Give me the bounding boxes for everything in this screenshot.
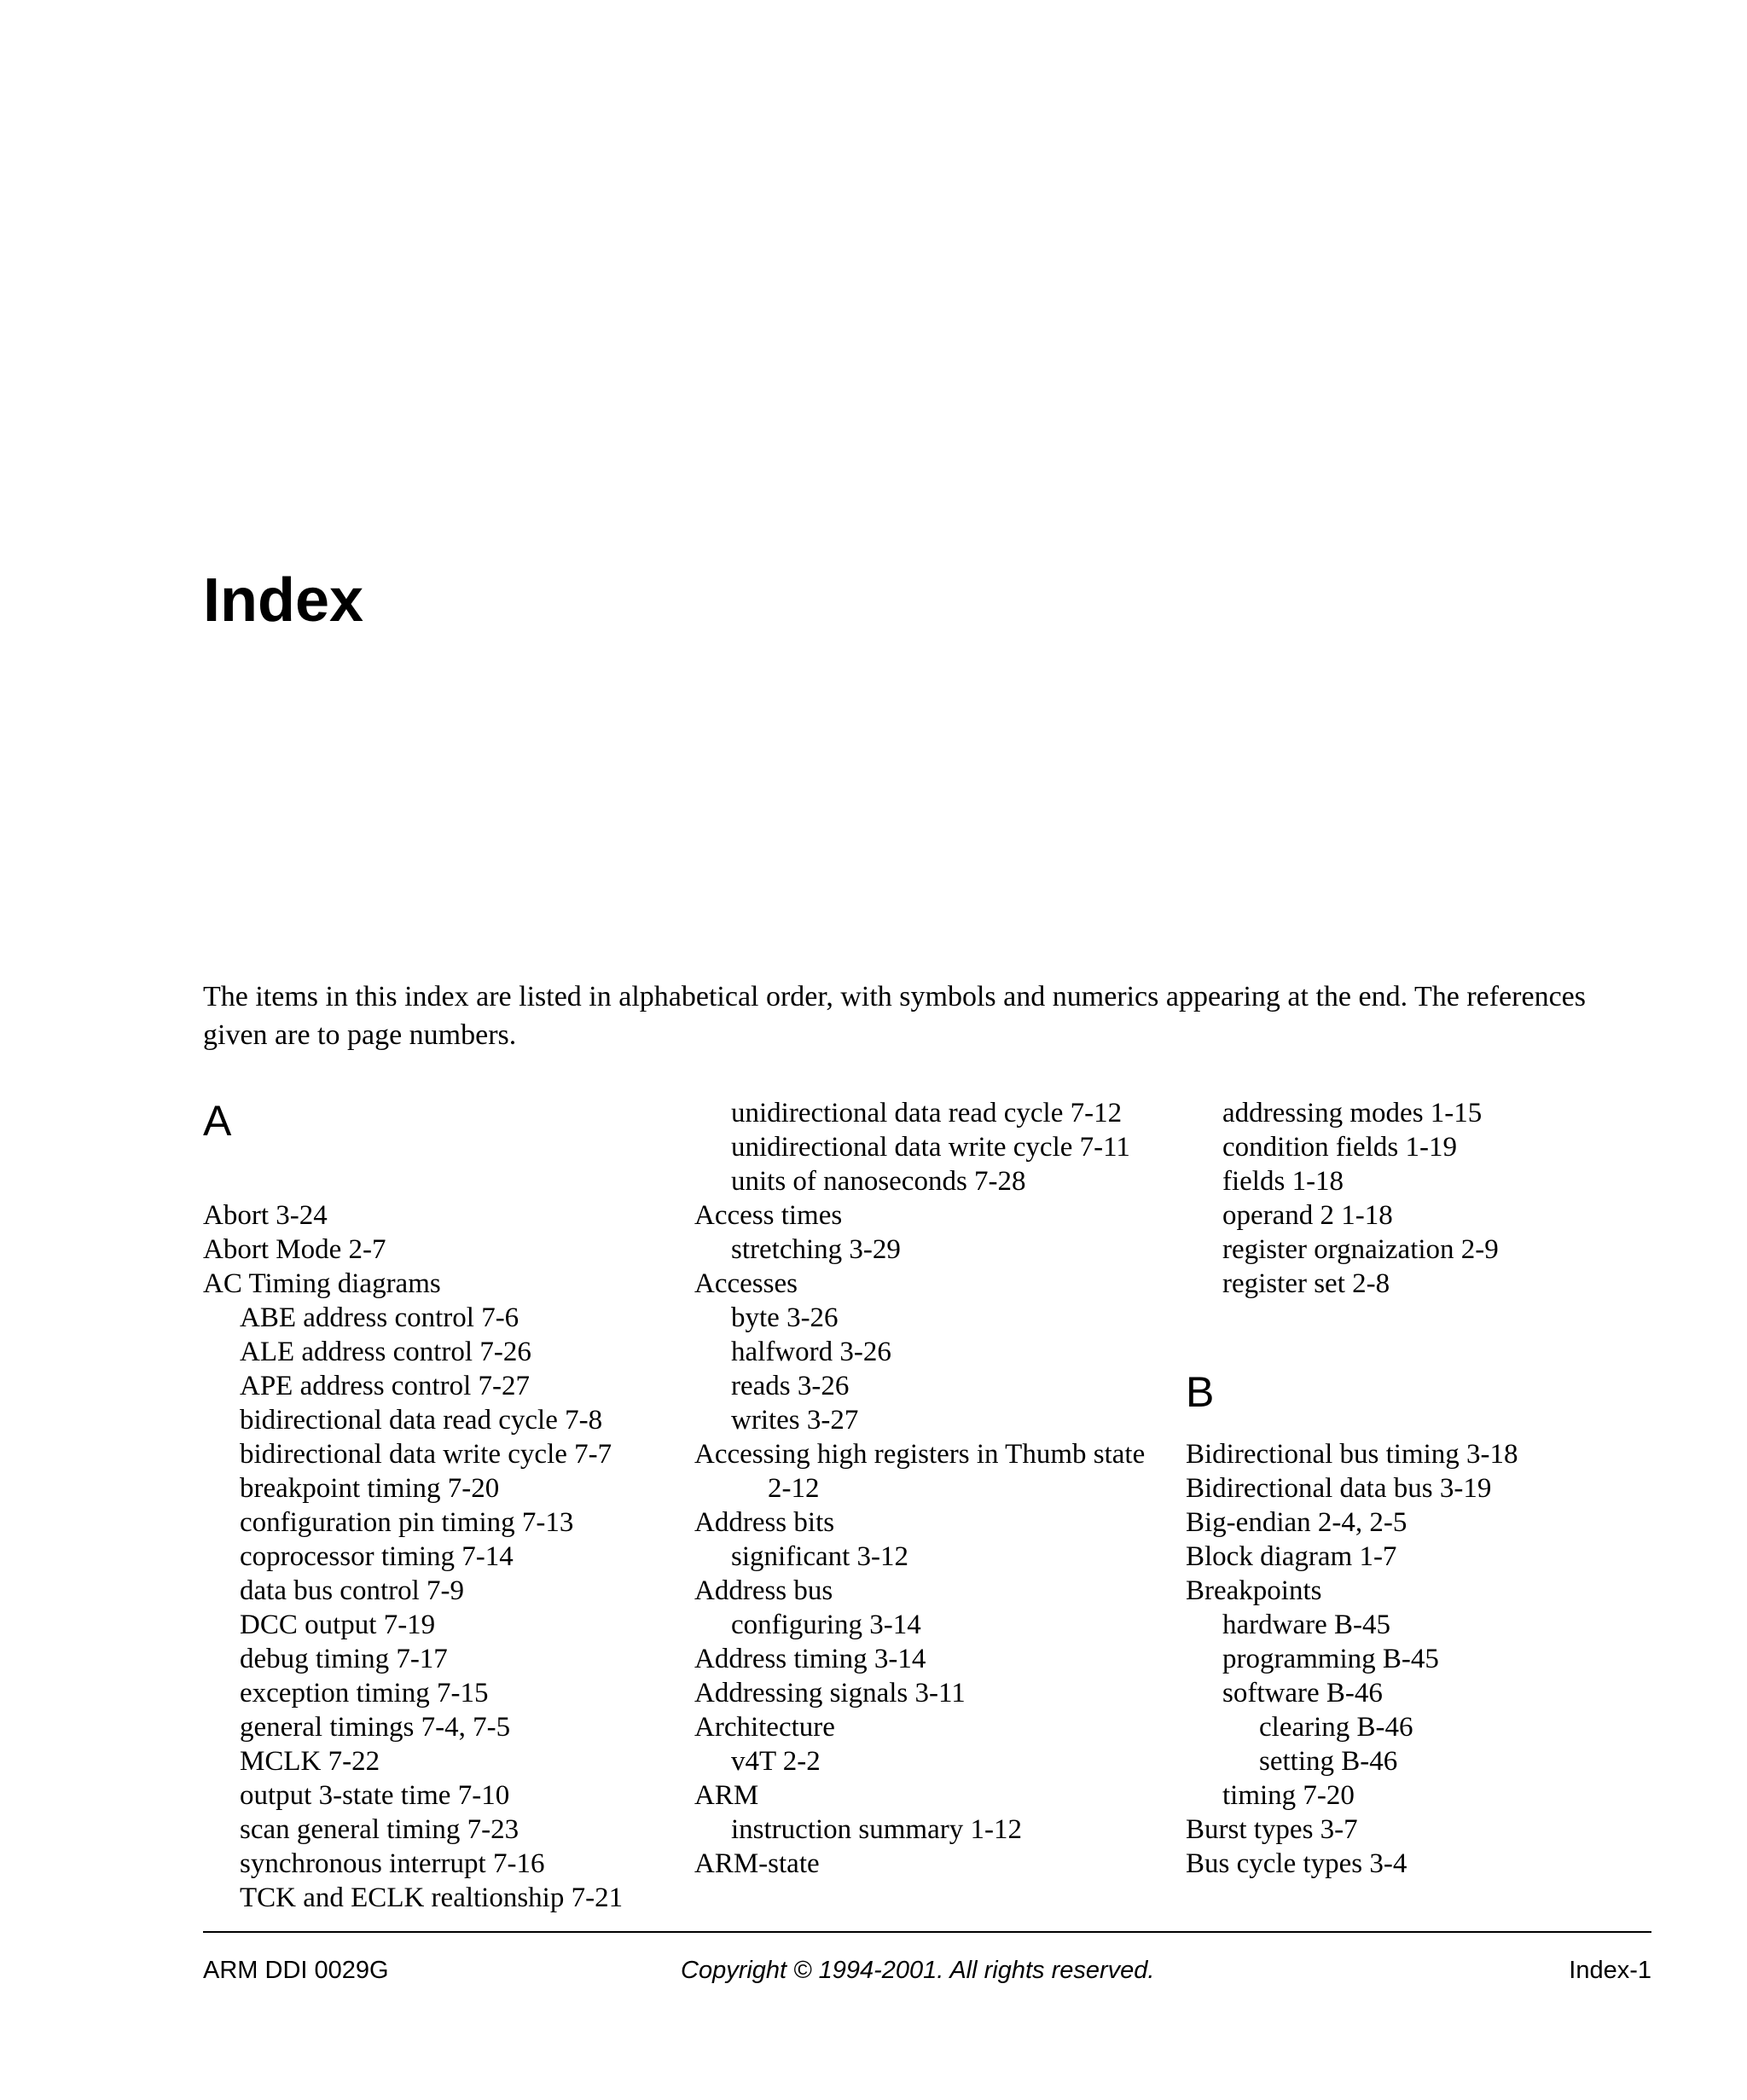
index-subentry: instruction summary 1-12 xyxy=(731,1814,1022,1845)
index-entry: Burst types 3-7 xyxy=(1186,1814,1358,1845)
footer-page-number: Index-1 xyxy=(1569,1957,1651,1984)
index-section-letter: B xyxy=(1186,1368,1215,1416)
footer-divider xyxy=(203,1931,1651,1933)
footer-copyright: Copyright © 1994-2001. All rights reserved. xyxy=(681,1957,1155,1984)
index-subentry: units of nanoseconds 7-28 xyxy=(731,1166,1026,1197)
index-subentry: output 3-state time 7-10 xyxy=(240,1780,510,1811)
index-subentry: scan general timing 7-23 xyxy=(240,1814,519,1845)
index-subentry: significant 3-12 xyxy=(731,1541,909,1572)
index-subentry: setting B-46 xyxy=(1259,1746,1398,1777)
index-subentry: 2-12 xyxy=(768,1473,820,1504)
index-subentry: halfword 3-26 xyxy=(731,1337,891,1367)
index-spacer xyxy=(203,1164,664,1198)
index-entry: Abort 3-24 xyxy=(203,1200,328,1231)
index-entry: Architecture xyxy=(694,1712,835,1743)
index-subentry: configuration pin timing 7-13 xyxy=(240,1507,574,1538)
index-entry: Addressing signals 3-11 xyxy=(694,1678,966,1708)
index-entry: Big-endian 2-4, 2-5 xyxy=(1186,1507,1407,1538)
index-subentry: unidirectional data read cycle 7-12 xyxy=(731,1098,1123,1128)
index-subentry: condition fields 1-19 xyxy=(1222,1132,1457,1163)
index-entry: Accessing high registers in Thumb state xyxy=(694,1439,1146,1470)
index-entry: Address timing 3-14 xyxy=(694,1644,926,1674)
index-entry: Breakpoints xyxy=(1186,1575,1322,1606)
index-subentry: general timings 7-4, 7-5 xyxy=(240,1712,511,1743)
index-column-3 xyxy=(1186,1096,1663,1881)
footer-document-id: ARM DDI 0029G xyxy=(203,1957,389,1984)
index-subentry: coprocessor timing 7-14 xyxy=(240,1541,514,1572)
index-column-1 xyxy=(203,1096,664,1915)
index-subentry: APE address control 7-27 xyxy=(240,1371,531,1401)
index-entry: Bidirectional bus timing 3-18 xyxy=(1186,1439,1518,1470)
index-subentry: addressing modes 1-15 xyxy=(1222,1098,1483,1128)
index-subentry: ABE address control 7-6 xyxy=(240,1302,519,1333)
index-subentry: bidirectional data read cycle 7-8 xyxy=(240,1405,603,1436)
index-intro-text: The items in this index are listed in alphabetical order, with symbols and numerics appearing at the end. The references given are to page numbers. xyxy=(203,981,1586,1051)
index-subentry: reads 3-26 xyxy=(731,1371,850,1401)
index-subentry: clearing B-46 xyxy=(1259,1712,1413,1743)
index-subentry: byte 3-26 xyxy=(731,1302,839,1333)
index-subentry: writes 3-27 xyxy=(731,1405,859,1436)
index-section-letter: A xyxy=(203,1097,232,1145)
index-subentry: timing 7-20 xyxy=(1222,1780,1355,1811)
index-subentry: exception timing 7-15 xyxy=(240,1678,489,1708)
index-subentry: TCK and ECLK realtionship 7-21 xyxy=(240,1882,624,1913)
index-entry: ARM xyxy=(694,1780,759,1811)
index-subentry: register orgnaization 2-9 xyxy=(1222,1234,1499,1265)
index-subentry: programming B-45 xyxy=(1222,1644,1439,1674)
page-title: Index xyxy=(203,566,364,635)
index-entry: Accesses xyxy=(694,1268,798,1299)
index-spacer xyxy=(1186,1301,1663,1367)
index-entry: Bus cycle types 3-4 xyxy=(1186,1848,1407,1879)
index-subentry: bidirectional data write cycle 7-7 xyxy=(240,1439,612,1470)
index-subentry: synchronous interrupt 7-16 xyxy=(240,1848,545,1879)
index-entry: Access times xyxy=(694,1200,843,1231)
index-subentry: stretching 3-29 xyxy=(731,1234,901,1265)
index-subentry: breakpoint timing 7-20 xyxy=(240,1473,500,1504)
index-subentry: unidirectional data write cycle 7-11 xyxy=(731,1132,1130,1163)
index-entry: ARM-state xyxy=(694,1848,820,1879)
index-subentry: fields 1-18 xyxy=(1222,1166,1344,1197)
index-subentry: debug timing 7-17 xyxy=(240,1644,448,1674)
index-subentry: operand 2 1-18 xyxy=(1222,1200,1393,1231)
index-subentry: hardware B-45 xyxy=(1222,1610,1391,1640)
index-subentry: software B-46 xyxy=(1222,1678,1383,1708)
index-subentry: configuring 3-14 xyxy=(731,1610,921,1640)
index-entry: Block diagram 1-7 xyxy=(1186,1541,1397,1572)
index-subentry: register set 2-8 xyxy=(1222,1268,1390,1299)
index-subentry: ALE address control 7-26 xyxy=(240,1337,531,1367)
index-entry: Address bits xyxy=(694,1507,835,1538)
index-entry: Address bus xyxy=(694,1575,833,1606)
index-subentry: v4T 2-2 xyxy=(731,1746,821,1777)
index-entry: AC Timing diagrams xyxy=(203,1268,441,1299)
index-subentry: data bus control 7-9 xyxy=(240,1575,465,1606)
index-subentry: DCC output 7-19 xyxy=(240,1610,436,1640)
index-entry: Abort Mode 2-7 xyxy=(203,1234,386,1265)
index-subentry: MCLK 7-22 xyxy=(240,1746,380,1777)
index-column-2 xyxy=(694,1096,1172,1881)
index-entry: Bidirectional data bus 3-19 xyxy=(1186,1473,1492,1504)
